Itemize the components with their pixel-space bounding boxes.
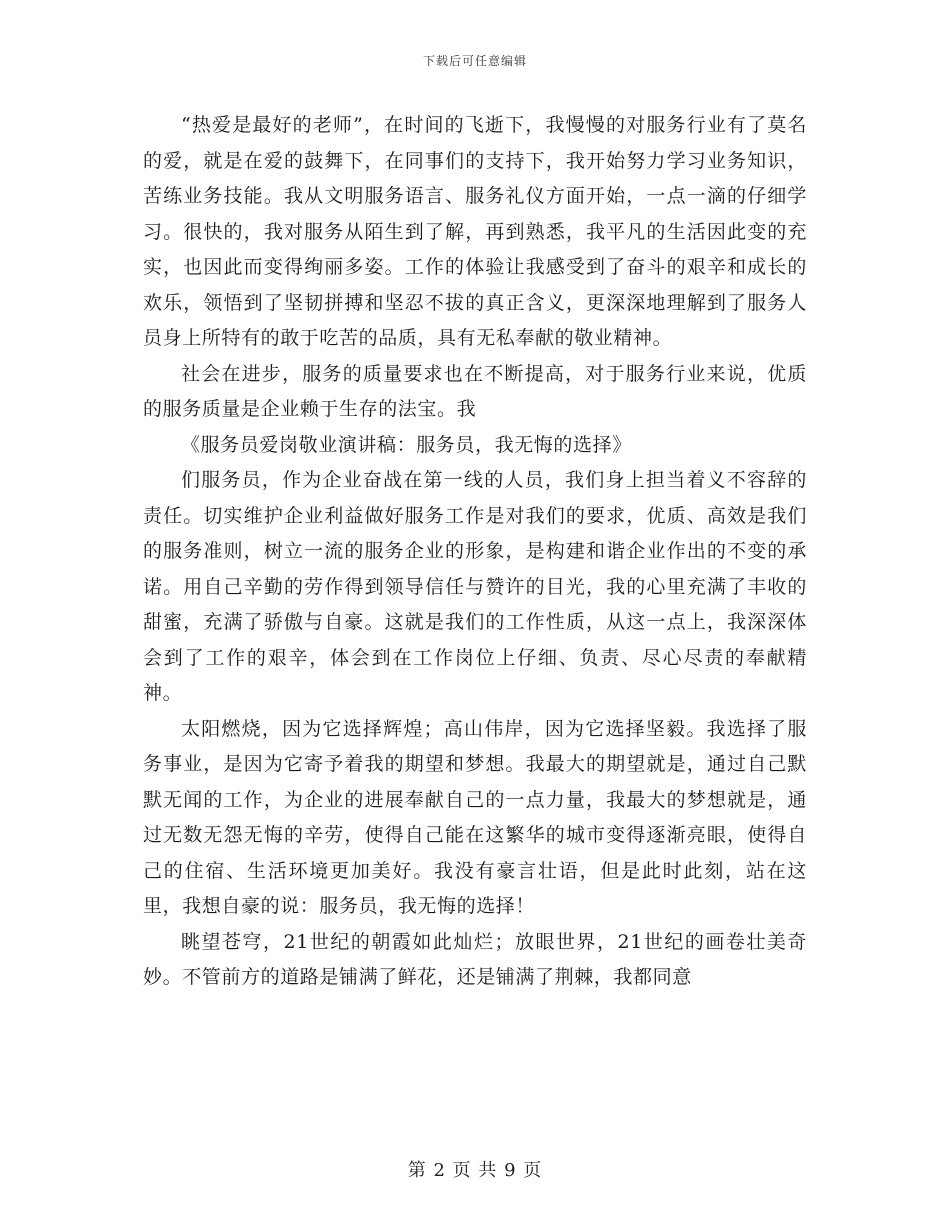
paragraph-5: 眺望苍穹，21世纪的朝霞如此灿烂；放眼世界，21世纪的画卷壮美奇妙。不管前方的道路是铺满了鲜花，还是铺满了荆棘，我都同意: [143, 930, 807, 988]
embedded-title: 《服务员爱岗敬业演讲稿：服务员，我无悔的选择》: [181, 433, 632, 456]
paragraph-2: 社会在进步，服务的质量要求也在不断提高，对于服务行业来说，优质的服务质量是企业赖于生存的法宝。我: [143, 362, 807, 420]
paragraph-4: 太阳燃烧，因为它选择辉煌；高山伟岸，因为它选择坚毅。我选择了服务事业，是因为它寄予着我的期望和梦想。我最大的期望就是，通过自己默默无闻的工作，为企业的进展奉献自己的一点力量，我最大的梦想就是，通过无数无怨无悔的辛劳，使得自己能在这繁华的城市变得逐渐亮眼，使得自己的住宿、生活环境更加美好。我没有豪言壮语，但是此时此刻，站在这里，我想自豪的说：服务员，我无悔的选择！: [143, 717, 807, 917]
document-body: [143, 108, 807, 996]
page-header: 下载后可任意编辑: [422, 54, 527, 68]
page-footer: 第 2 页 共 9 页: [407, 1160, 543, 1181]
paragraph-3: 们服务员，作为企业奋战在第一线的人员，我们身上担当着义不容辞的责任。切实维护企业利益做好服务工作是对我们的要求，优质、高效是我们的服务准则，树立一流的服务企业的形象，是构建和谐企业作出的不变的承诺。用自己辛勤的劳作得到领导信任与赞许的目光，我的心里充满了丰收的甜蜜，充满了骄傲与自豪。这就是我们的工作性质，从这一点上，我深深体会到了工作的艰辛，体会到在工作岗位上仔细、负责、尽心尽责的奉献精神。: [143, 469, 807, 704]
paragraph-1: “热爱是最好的老师”，在时间的飞逝下，我慢慢的对服务行业有了莫名的爱，就是在爱的鼓舞下，在同事们的支持下，我开始努力学习业务知识，苦练业务技能。我从文明服务语言、服务礼仪方面开始，一点一滴的仔细学习。很快的，我对服务从陌生到了解，再到熟悉，我平凡的生活因此变的充实，也因此而变得绚丽多姿。工作的体验让我感受到了奋斗的艰辛和成长的欢乐，领悟到了坚韧拼搏和坚忍不拔的真正含义，更深深地理解到了服务人员身上所特有的敢于吃苦的品质，具有无私奉献的敬业精神。: [143, 114, 807, 349]
